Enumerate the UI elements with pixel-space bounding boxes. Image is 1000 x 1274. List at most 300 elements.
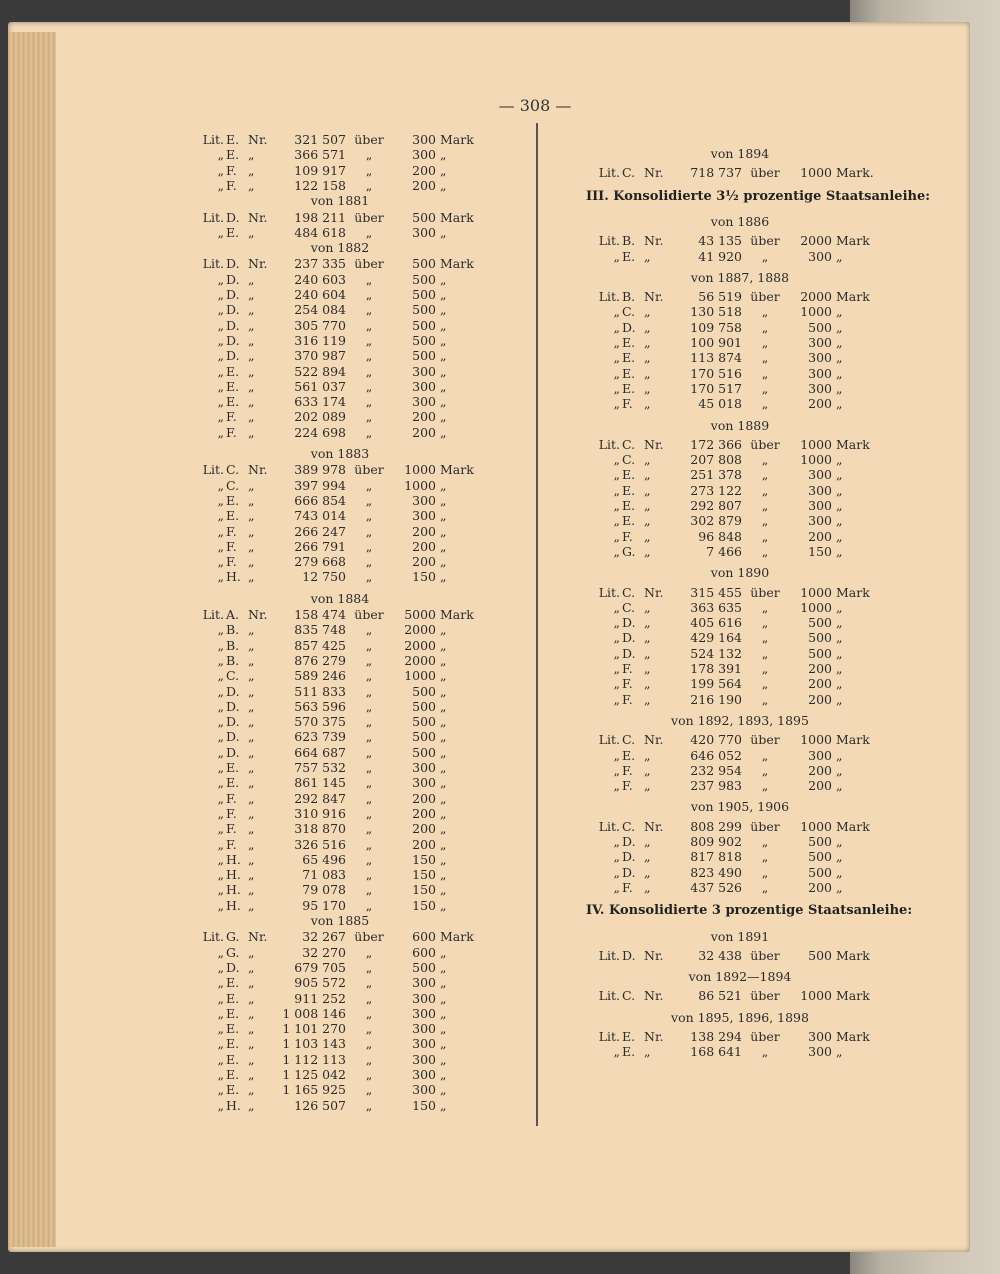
row-letter: C. [622,436,636,452]
row-nr-label: „ [248,836,255,852]
row-value: 500 [808,630,832,646]
row-letter: F. [622,528,633,544]
row-number: 170 516 [690,365,742,381]
row-letter: F. [226,162,237,178]
column-divider [536,123,538,1126]
row-value: 150 [808,543,832,559]
row-value: 300 [808,1029,832,1044]
row-value: 300 [808,380,832,396]
row-prefix: „ [613,849,620,865]
row-unit: „ [440,492,447,508]
row-number: 664 687 [294,744,346,760]
row-number: 524 132 [690,645,742,661]
row-nr-label: „ [248,637,255,653]
row-nr-label: „ [248,424,255,440]
row-ueber: „ [365,177,373,193]
row-letter: E. [622,1044,636,1060]
row-prefix: Lit. [598,818,620,834]
row-prefix: „ [217,714,224,730]
row-nr-label: Nr. [644,584,664,600]
year-heading: von 1883 [310,446,370,461]
row-value: 300 [808,482,832,498]
row-unit: Mark [836,1029,870,1044]
row-nr-label: Nr. [644,732,664,748]
row-value: 1000 [800,304,832,320]
row-number: 809 902 [690,834,742,849]
row-value: 500 [412,317,436,333]
row-nr-label: „ [644,661,651,676]
row-unit: „ [440,1036,447,1052]
row-letter: C. [622,304,636,320]
row-unit: „ [440,554,447,570]
section-heading: IV. Konsolidierte 3 prozentige Staatsanleihe: [586,903,913,919]
row-letter: F. [622,691,633,707]
row-unit: „ [440,477,447,493]
row-prefix: „ [613,762,620,778]
row-prefix: „ [217,1021,224,1037]
row-ueber: „ [761,762,769,778]
row-value: 2000 [404,637,436,653]
row-letter: E. [622,747,636,763]
row-number: 45 018 [698,396,742,412]
row-ueber: „ [365,363,373,379]
row-number: 216 190 [690,691,742,707]
row-unit: Mark [836,988,870,1004]
row-unit: „ [440,714,447,730]
row-unit: „ [836,864,843,880]
row-value: 300 [412,760,436,775]
row-prefix: Lit. [598,584,620,600]
row-value: 300 [808,513,832,529]
row-letter: D. [622,630,636,646]
row-number: 363 635 [690,599,742,615]
row-number: 199 564 [690,676,742,692]
row-letter: D. [226,209,240,225]
row-letter: E. [622,1029,636,1044]
row-letter: E. [622,365,636,381]
row-letter: F. [226,821,237,837]
row-prefix: „ [613,452,620,468]
row-number: 718 737 [690,165,742,181]
row-prefix: „ [613,365,620,381]
row-ueber: „ [365,554,373,570]
row-value: 300 [412,363,436,379]
row-value: 1000 [800,452,832,468]
row-letter: E. [226,224,240,240]
row-unit: „ [440,317,447,333]
row-value: 200 [808,762,832,778]
row-unit: „ [836,380,843,396]
row-value: 150 [412,867,436,883]
row-letter: E. [622,498,636,513]
row-value: 200 [808,879,832,895]
row-number: 429 164 [690,630,742,646]
row-letter: F. [622,676,633,692]
row-value: 500 [808,645,832,661]
row-unit: „ [440,851,447,867]
row-ueber: über [354,607,384,622]
row-value: 500 [808,864,832,880]
row-ueber: „ [365,622,373,638]
row-number: 96 848 [698,528,742,544]
row-unit: „ [440,224,447,240]
row-ueber: über [354,132,384,147]
row-number: 32 267 [302,929,346,945]
row-nr-label: „ [248,805,255,821]
row-number: 522 894 [294,363,346,379]
row-number: 273 122 [690,482,742,498]
row-number: 207 808 [690,452,742,468]
row-prefix: „ [217,790,224,806]
row-prefix: „ [613,304,620,320]
row-ueber: über [354,256,384,272]
row-nr-label: „ [248,790,255,806]
row-number: 589 246 [294,668,346,684]
row-nr-label: „ [248,714,255,730]
row-value: 200 [412,424,436,440]
row-ueber: „ [761,849,769,865]
row-unit: „ [836,396,843,412]
row-letter: G. [226,929,240,945]
row-ueber: „ [365,851,373,867]
row-prefix: „ [217,409,224,425]
row-value: 500 [412,209,436,225]
row-value: 300 [412,1067,436,1082]
row-prefix: „ [217,287,224,302]
row-prefix: „ [217,477,224,493]
row-prefix: Lit. [598,289,620,305]
row-letter: F. [226,409,237,425]
row-number: 420 770 [690,732,742,748]
row-unit: „ [836,543,843,559]
row-ueber: „ [365,508,373,524]
row-letter: H. [226,867,241,883]
row-ueber: über [750,584,780,600]
row-number: 623 739 [294,729,346,745]
row-letter: E. [622,380,636,396]
row-value: 200 [412,805,436,821]
row-letter: D. [226,287,240,302]
row-unit: „ [440,1005,447,1021]
row-unit: „ [440,508,447,524]
row-prefix: Lit. [598,947,620,963]
row-letter: C. [622,818,636,834]
row-letter: C. [622,988,636,1004]
row-letter: D. [622,645,636,661]
row-nr-label: Nr. [248,132,268,147]
row-ueber: „ [365,492,373,508]
row-ueber: „ [761,879,769,895]
row-prefix: „ [613,335,620,350]
row-unit: „ [440,729,447,745]
row-ueber: „ [365,729,373,745]
row-value: 200 [412,790,436,806]
row-nr-label: „ [644,467,651,483]
row-number: 232 954 [690,762,742,778]
row-unit: „ [836,248,843,264]
row-unit: „ [440,538,447,554]
row-ueber: „ [365,683,373,699]
row-prefix: „ [217,805,224,821]
row-unit: „ [440,867,447,883]
row-nr-label: „ [644,879,651,895]
row-nr-label: „ [248,1021,255,1037]
row-value: 200 [412,836,436,852]
row-prefix: „ [217,424,224,440]
row-number: 302 879 [690,513,742,529]
row-unit: „ [440,622,447,638]
row-prefix: Lit. [598,165,620,181]
row-value: 500 [412,744,436,760]
row-value: 300 [412,1082,436,1098]
row-prefix: „ [613,645,620,661]
row-nr-label: „ [644,778,651,794]
row-prefix: „ [217,1036,224,1052]
row-unit: „ [440,162,447,178]
row-number: 823 490 [690,864,742,880]
row-ueber: über [750,818,780,834]
row-number: 158 474 [294,607,346,622]
row-ueber: „ [365,1097,373,1113]
row-unit: „ [440,882,447,898]
row-nr-label: „ [248,523,255,539]
row-number: 266 791 [294,538,346,554]
row-unit: „ [440,652,447,668]
row-letter: E. [622,513,636,529]
row-ueber: „ [365,760,373,775]
row-ueber: „ [365,287,373,302]
row-ueber: „ [761,335,769,350]
row-prefix: „ [217,394,224,410]
row-value: 150 [412,569,436,585]
row-unit: Mark [440,256,474,272]
row-prefix: „ [217,508,224,524]
row-ueber: „ [365,668,373,684]
row-letter: F. [226,177,237,193]
row-value: 150 [412,1097,436,1113]
row-prefix: „ [613,350,620,366]
row-value: 200 [412,162,436,178]
row-ueber: über [750,732,780,748]
row-number: 109 917 [294,162,346,178]
row-number: 484 618 [294,224,346,240]
row-number: 326 516 [294,836,346,852]
row-prefix: „ [217,698,224,714]
row-unit: „ [440,821,447,837]
row-nr-label: „ [248,882,255,898]
row-unit: „ [440,147,447,163]
row-letter: D. [226,256,240,272]
row-nr-label: Nr. [644,289,664,305]
row-ueber: „ [365,147,373,163]
row-unit: Mark [440,132,474,147]
row-nr-label: „ [248,1067,255,1082]
row-prefix: „ [217,363,224,379]
row-unit: „ [440,897,447,913]
row-prefix: „ [217,990,224,1006]
row-letter: E. [226,132,240,147]
row-prefix: „ [217,1082,224,1098]
row-ueber: „ [365,394,373,410]
row-number: 41 920 [698,248,742,264]
row-letter: C. [622,584,636,600]
row-prefix: Lit. [202,132,224,147]
row-letter: E. [226,378,240,394]
row-nr-label: Nr. [248,256,268,272]
row-ueber: über [750,165,780,181]
row-value: 300 [412,775,436,791]
row-value: 1000 [404,477,436,493]
row-nr-label: Nr. [248,462,268,478]
row-value: 500 [808,319,832,335]
row-nr-label: „ [248,302,255,318]
row-prefix: „ [613,380,620,396]
row-number: 172 366 [690,436,742,452]
row-letter: D. [226,317,240,333]
row-prefix: „ [217,224,224,240]
row-value: 200 [412,177,436,193]
row-ueber: „ [761,834,769,849]
row-prefix: „ [217,775,224,791]
row-ueber: „ [365,162,373,178]
row-ueber: „ [365,1036,373,1052]
row-unit: „ [836,304,843,320]
row-value: 300 [412,394,436,410]
row-nr-label: „ [248,668,255,684]
row-letter: E. [226,394,240,410]
row-value: 300 [412,378,436,394]
page-edges [8,32,56,1247]
year-heading: von 1885 [310,913,370,928]
row-prefix: „ [217,523,224,539]
row-prefix: „ [217,348,224,364]
row-letter: H. [226,1097,241,1113]
row-letter: D. [226,698,240,714]
row-ueber: „ [761,304,769,320]
row-unit: „ [440,523,447,539]
row-number: 633 174 [294,394,346,410]
row-number: 679 705 [294,959,346,975]
row-unit: „ [440,683,447,699]
row-value: 500 [412,332,436,348]
row-number: 113 874 [690,350,742,366]
row-nr-label: „ [248,944,255,960]
row-number: 32 438 [698,947,742,963]
row-letter: D. [622,615,636,631]
row-letter: E. [226,1051,240,1067]
row-letter: E. [622,482,636,498]
row-unit: „ [836,335,843,350]
row-nr-label: „ [248,378,255,394]
row-prefix: Lit. [202,256,224,272]
row-letter: C. [226,668,240,684]
row-ueber: „ [365,975,373,991]
row-prefix: „ [613,630,620,646]
row-prefix: „ [613,599,620,615]
row-ueber: über [354,462,384,478]
row-letter: D. [226,714,240,730]
row-value: 5000 [404,607,436,622]
row-value: 300 [412,224,436,240]
row-ueber: „ [365,1021,373,1037]
row-nr-label: „ [644,543,651,559]
row-letter: C. [622,165,636,181]
row-nr-label: „ [248,683,255,699]
row-ueber: „ [761,365,769,381]
row-value: 500 [412,348,436,364]
row-number: 743 014 [294,508,346,524]
row-unit: Mark [836,732,870,748]
row-nr-label: „ [248,1005,255,1021]
row-letter: B. [622,233,636,249]
year-heading: von 1889 [710,417,770,433]
row-ueber: „ [365,1005,373,1021]
row-unit: Mark [836,584,870,600]
row-ueber: „ [365,882,373,898]
row-nr-label: „ [248,554,255,570]
row-unit: „ [440,332,447,348]
row-prefix: „ [217,177,224,193]
row-ueber: „ [761,630,769,646]
row-number: 315 455 [690,584,742,600]
row-value: 500 [412,683,436,699]
year-heading: von 1905, 1906 [690,799,790,815]
year-heading: von 1892, 1893, 1895 [671,712,809,728]
row-prefix: „ [217,332,224,348]
row-value: 500 [808,834,832,849]
row-nr-label: „ [644,599,651,615]
row-unit: „ [440,1097,447,1113]
row-unit: Mark [440,209,474,225]
row-unit: „ [440,975,447,991]
row-number: 646 052 [690,747,742,763]
row-nr-label: „ [644,248,651,264]
row-value: 200 [412,409,436,425]
row-ueber: „ [365,317,373,333]
row-ueber: „ [761,676,769,692]
row-value: 300 [412,1036,436,1052]
row-number: 861 145 [294,775,346,791]
row-letter: F. [226,790,237,806]
row-letter: F. [226,424,237,440]
row-number: 757 532 [294,760,346,775]
row-unit: Mark [440,462,474,478]
row-number: 237 335 [294,256,346,272]
row-ueber: „ [761,319,769,335]
row-letter: F. [226,836,237,852]
row-unit: „ [836,365,843,381]
row-nr-label: „ [248,975,255,991]
row-ueber: „ [761,747,769,763]
row-prefix: Lit. [598,988,620,1004]
row-nr-label: „ [644,482,651,498]
row-number: 224 698 [294,424,346,440]
row-ueber: „ [761,380,769,396]
row-number: 563 596 [294,698,346,714]
row-letter: D. [622,319,636,335]
row-number: 666 854 [294,492,346,508]
row-prefix: „ [217,302,224,318]
row-letter: E. [226,1082,240,1098]
row-prefix: „ [217,975,224,991]
row-nr-label: „ [248,775,255,791]
row-letter: F. [622,762,633,778]
row-unit: „ [440,348,447,364]
row-number: 168 641 [690,1044,742,1060]
row-nr-label: „ [644,513,651,529]
row-value: 200 [808,676,832,692]
row-letter: E. [226,1036,240,1052]
